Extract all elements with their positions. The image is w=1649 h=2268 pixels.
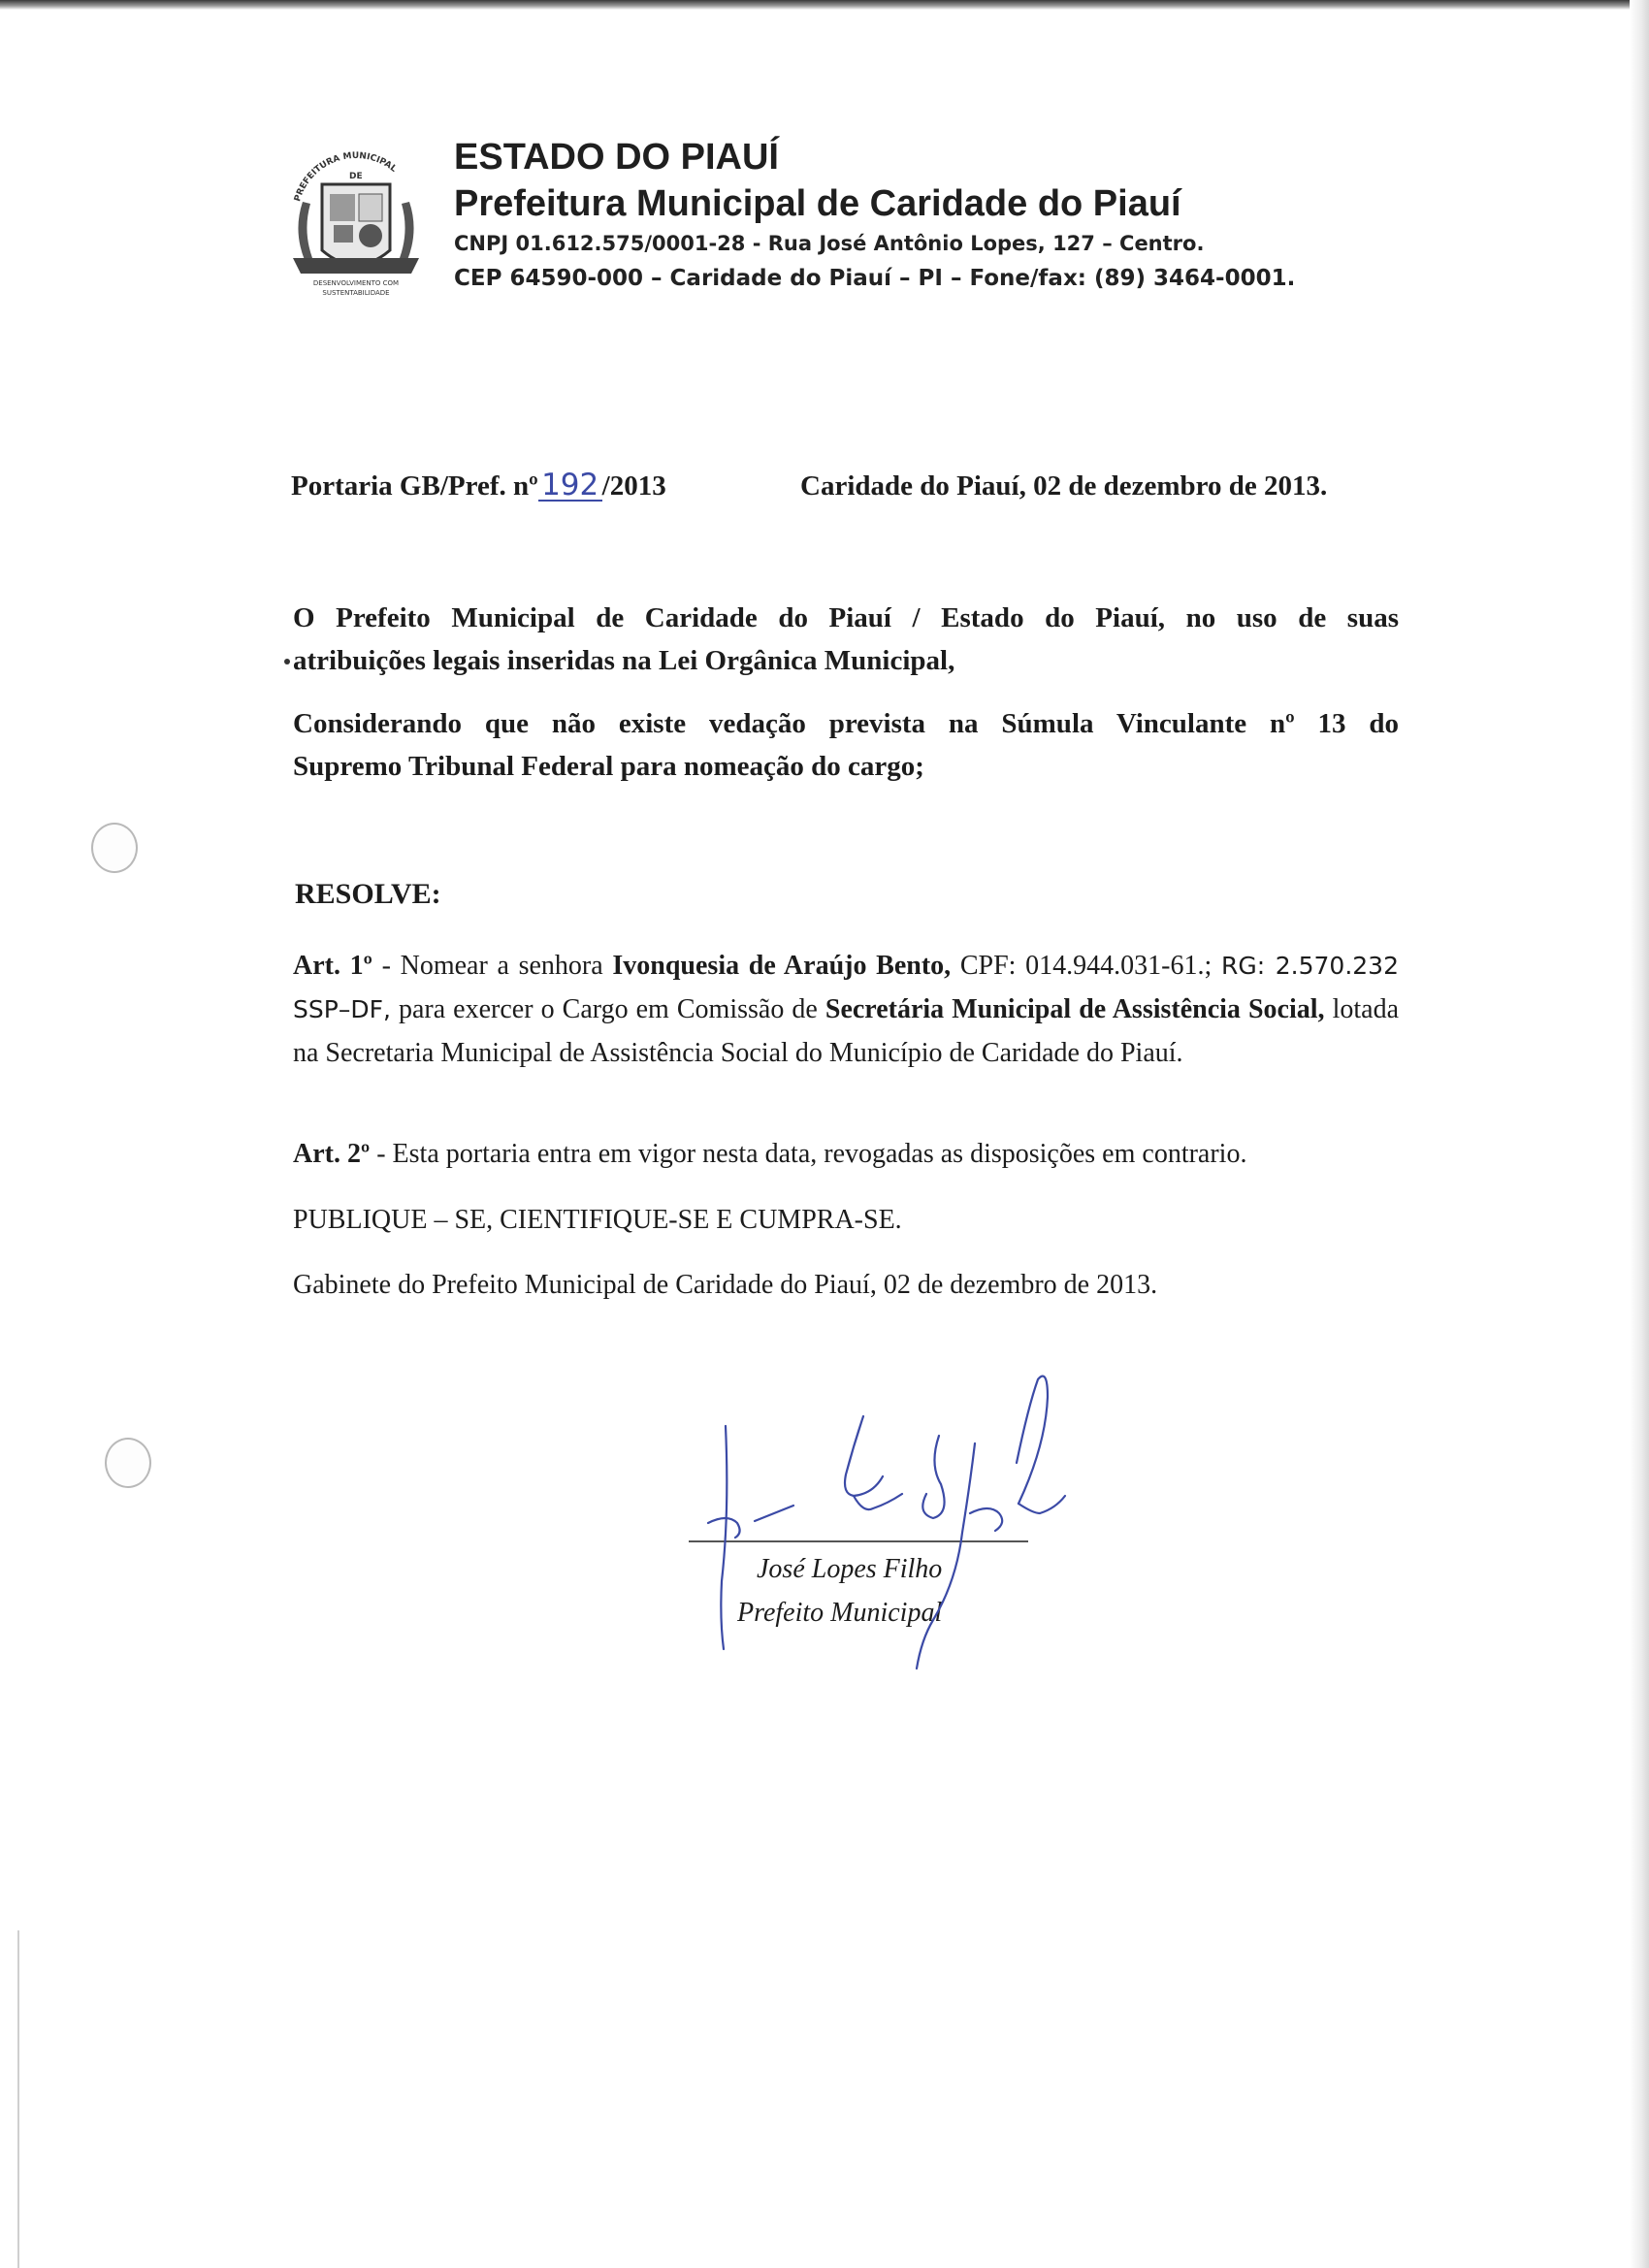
art1-text-1: - Nomear a senhora: [372, 951, 613, 981]
signatory-title: Prefeito Municipal: [737, 1598, 943, 1628]
signature-block: [679, 1368, 1125, 1688]
punch-hole-lower: [105, 1438, 151, 1488]
portaria-handwritten-number: 192: [538, 470, 602, 502]
cep-phone-line: CEP 64590-000 – Caridade do Piauí – PI – Fone/fax: (89) 3464-0001.: [454, 266, 1296, 291]
art1-text-3: para exercer o Cargo em Comissão de: [390, 994, 825, 1024]
portaria-number: [291, 470, 666, 502]
art1-cargo: Secretária Municipal de Assistência Social,: [824, 994, 1325, 1024]
resolve-heading: RESOLVE:: [295, 878, 441, 910]
art1-label: Art. 1º: [293, 951, 372, 981]
signatory-name: José Lopes Filho: [757, 1554, 943, 1584]
prefecture-title: Prefeitura Municipal de Caridade do Piauí: [454, 183, 1181, 224]
municipal-seal-logo: [283, 144, 429, 318]
letterhead: [283, 134, 1350, 328]
considerando-paragraph: [293, 702, 1399, 788]
portaria-prefix: Portaria GB/Pref. nº: [291, 470, 538, 502]
punch-hole-upper: [91, 823, 138, 873]
handwritten-signature: [679, 1368, 1125, 1688]
portaria-year: /2013: [601, 470, 666, 502]
svg-text:DESENVOLVIMENTO COM: DESENVOLVIMENTO COM: [312, 279, 400, 287]
art1-paragraph: [293, 944, 1399, 1075]
svg-text:DE: DE: [349, 172, 363, 181]
portaria-place-date: Caridade do Piauí, 02 de dezembro de 2013.: [800, 470, 1328, 502]
considerando-line-2: Supremo Tribunal Federal para nomeação do cargo;: [293, 751, 924, 782]
scan-speck: [284, 659, 290, 664]
seal-icon: [283, 144, 429, 318]
svg-text:PREFEITURA MUNICIPAL: PREFEITURA MUNICIPAL: [293, 150, 399, 204]
art1-rg: RG: 2.570.232 SSP–DF,: [293, 952, 1399, 1023]
art1-name: Ivonquesia de Araújo Bento,: [612, 951, 952, 981]
art1-text-4: lotada na Secretaria Municipal de Assistência Social do Município de Caridade do Piauí.: [293, 994, 1399, 1068]
art2-label: Art. 2º: [293, 1139, 371, 1169]
art2-text: - Esta portaria entra em vigor nesta data, revogadas as disposições em contrario.: [370, 1139, 1247, 1169]
scan-right-edge: [1630, 0, 1649, 2268]
state-title: ESTADO DO PIAUÍ: [454, 137, 779, 178]
cnpj-address-line: CNPJ 01.612.575/0001-28 - Rua José Antônio Lopes, 127 – Centro.: [454, 232, 1205, 255]
intro-line-1: O Prefeito Municipal de Caridade do Piauí / Estado do Piauí, no uso de suas: [293, 602, 1399, 633]
publique-line: PUBLIQUE – SE, CIENTIFIQUE-SE E CUMPRA-SE.: [293, 1205, 902, 1235]
scan-top-edge: [0, 0, 1649, 10]
art1-cpf: CPF: 014.944.031-61.;: [951, 951, 1221, 981]
art2-paragraph: [293, 1132, 1399, 1176]
gabinete-line: Gabinete do Prefeito Municipal de Caridade do Piauí, 02 de dezembro de 2013.: [293, 1270, 1158, 1300]
intro-paragraph: [293, 597, 1399, 682]
intro-line-2: atribuições legais inseridas na Lei Orgânica Municipal,: [293, 645, 955, 676]
svg-text:SUSTENTABILIDADE: SUSTENTABILIDADE: [322, 289, 390, 297]
scan-left-edge: [17, 1930, 19, 2268]
considerando-line-1: Considerando que não existe vedação prevista na Súmula Vinculante nº 13 do: [293, 708, 1399, 739]
